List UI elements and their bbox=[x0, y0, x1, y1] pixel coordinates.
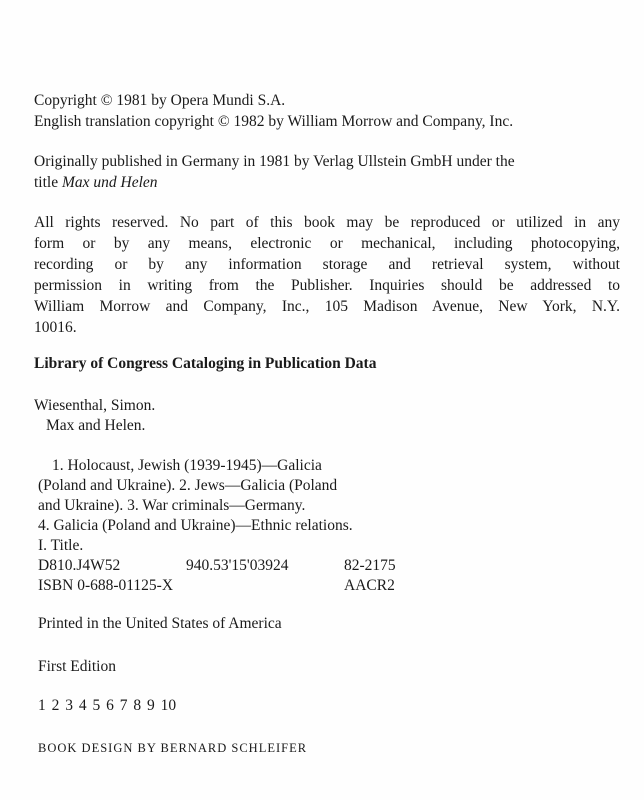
cip-title-entry: I. Title. bbox=[38, 537, 84, 554]
original-title: Max und Helen bbox=[61, 174, 158, 191]
cip-heading: Library of Congress Cataloging in Publication Data bbox=[34, 355, 377, 372]
cip-class-number: D810.J4W52 bbox=[38, 557, 121, 574]
cip-subject-line: 4. Galicia (Poland and Ukraine)—Ethnic relations. bbox=[38, 517, 353, 534]
rights-line-4: permission in writing from the Publisher. Inquiries should be addressed to bbox=[34, 277, 620, 294]
printing-number-line: 1 2 3 4 5 6 7 8 9 10 bbox=[38, 697, 177, 714]
printed-in-line: Printed in the United States of America bbox=[38, 615, 282, 632]
cip-subject-line: 1. Holocaust, Jewish (1939-1945)—Galicia bbox=[52, 457, 322, 474]
edition-line: First Edition bbox=[38, 658, 116, 675]
rights-line-1: All rights reserved. No part of this book may be reproduced or utilized in any bbox=[34, 214, 620, 231]
cip-dewey-number: 940.53'15'03924 bbox=[186, 557, 289, 574]
origin-title-line bbox=[34, 173, 158, 193]
cip-author: Wiesenthal, Simon. bbox=[34, 397, 156, 414]
cip-subject-line: (Poland and Ukraine). 2. Jews—Galicia (Poland bbox=[38, 477, 338, 494]
rights-line-2: form or by any means, electronic or mechanical, including photocopying, bbox=[34, 235, 620, 252]
origin-title-prefix: title bbox=[34, 174, 62, 191]
cip-lccn: 82-2175 bbox=[344, 557, 396, 574]
cip-subject-line: and Ukraine). 3. War criminals—Germany. bbox=[38, 497, 306, 514]
rights-line-3: recording or by any information storage and retrieval system, without bbox=[34, 256, 620, 273]
cip-title: Max and Helen. bbox=[46, 417, 146, 434]
book-design-credit: BOOK DESIGN BY BERNARD SCHLEIFER bbox=[38, 741, 308, 755]
cip-isbn: ISBN 0-688-01125-X bbox=[38, 577, 174, 594]
rights-line-6: 10016. bbox=[34, 319, 77, 336]
copyright-line: Copyright © 1981 by Opera Mundi S.A. bbox=[34, 92, 286, 109]
rights-line-5: William Morrow and Company, Inc., 105 Madison Avenue, New York, N.Y. bbox=[34, 298, 620, 315]
cip-aacr: AACR2 bbox=[344, 577, 395, 594]
origin-line: Originally published in Germany in 1981 by Verlag Ullstein GmbH under the bbox=[34, 153, 515, 170]
translation-copyright-line: English translation copyright © 1982 by William Morrow and Company, Inc. bbox=[34, 113, 514, 130]
